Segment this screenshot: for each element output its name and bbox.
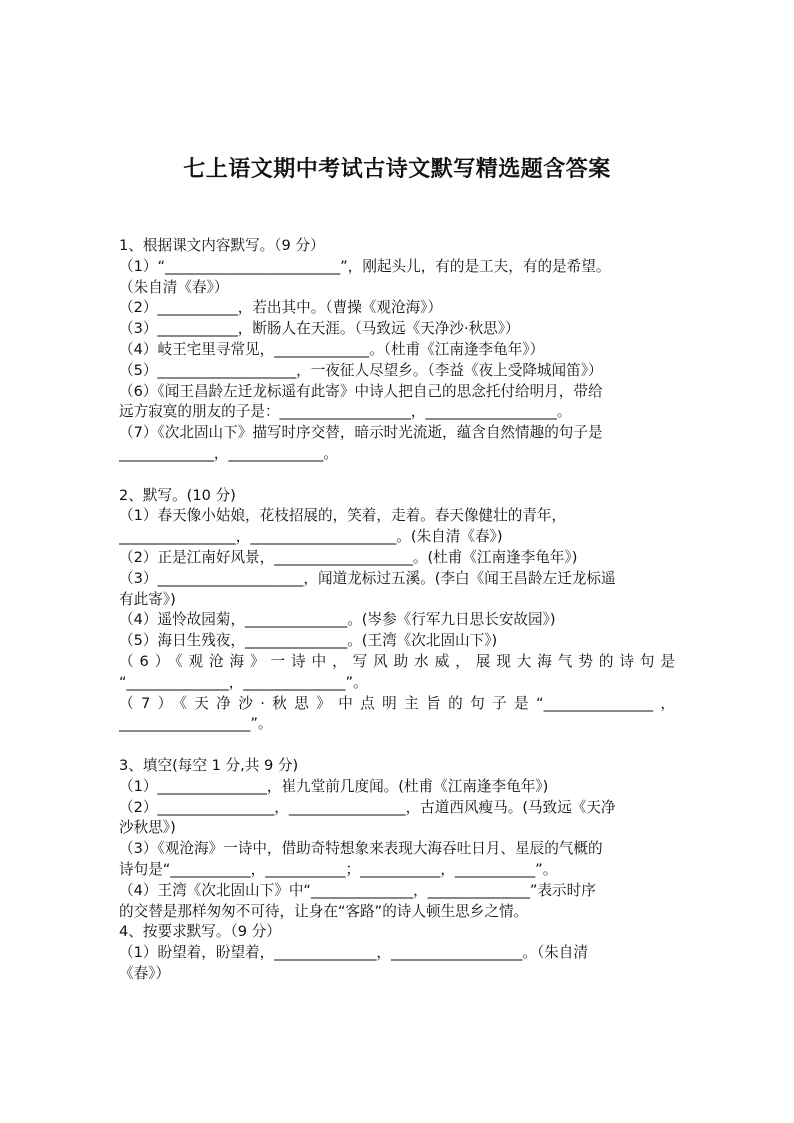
section-heading: 1、根据课文内容默写。（9 分） — [119, 237, 325, 254]
document-body — [119, 236, 675, 985]
page-title: 七上语文期中考试古诗文默写精选题含答案 — [183, 156, 611, 182]
question-line: 的交替是那样匆匆不可待，让身在“客路”的诗人顿生思乡之情。 — [119, 902, 529, 920]
question-line: （7）《次北固山下》描写时序交替，暗示时光流逝，蕴含自然情趣的句子是 — [119, 424, 603, 442]
question-line: 沙秋思》) — [119, 819, 176, 837]
question-line: 有此寄》) — [119, 590, 176, 608]
question-line: （5）海日生残夜，______________。(王湾《次北固山下》) — [119, 632, 498, 650]
question-line: ________________，____________________。(朱自清《春》) — [119, 528, 503, 546]
question-line: （1）“________________________”，刚起头儿，有的是工夫，有的是希望。 — [119, 257, 611, 275]
question-line: （1）盼望着，盼望着，______________，__________________。（朱自清 — [119, 944, 588, 962]
question-line: （3）___________，断肠人在天涯。（马致远《天净沙·秋思》） — [119, 320, 520, 338]
section-spacer — [119, 735, 675, 756]
question-line: （1）春天像小姑娘，花枝招展的，笑着，走着。春天像健壮的青年， — [119, 507, 567, 525]
section-spacer — [119, 465, 675, 486]
question-line: （4）遥怜故园菊，______________。(岑参《行军九日思长安故园》) — [119, 611, 556, 629]
question-line: （5）___________________，一夜征人尽望乡。（李益《夜上受降城闻笛》） — [119, 361, 603, 379]
question-line: （2）___________，若出其中。（曹操《观沧海》） — [119, 299, 443, 317]
question-line: （6）《观沧海》一诗中，写风助水威，展现大海气势的诗句是 — [119, 652, 675, 670]
question-line: 诗句是“___________，___________；___________，___________”。 — [119, 860, 558, 878]
question-line: （朱自清《春》） — [119, 278, 229, 296]
question-line: 《春》） — [119, 964, 171, 982]
question-line: （4）王湾《次北固山下》中“______________，______________”表示时序 — [119, 881, 596, 899]
question-line: （6）《闻王昌龄左迁龙标遥有此寄》中诗人把自己的思念托付给明月，带给 — [119, 382, 603, 400]
question-line: （2）________________，________________，古道西风瘦马。(马致远《天净 — [119, 798, 616, 816]
question-line: _____________，_____________。 — [119, 444, 338, 462]
question-line: （7）《天净沙·秋思》中点明主旨的句子是“_______________， — [119, 694, 675, 712]
section-heading: 4、按要求默写。（9 分） — [119, 923, 281, 941]
question-line: __________________”。 — [119, 715, 273, 733]
question-line: （1）_______________，崔九堂前几度闻。(杜甫《江南逢李龟年》) — [119, 777, 549, 795]
question-line: 远方寂寞的朋友的子是：__________________，__________________。 — [119, 403, 572, 421]
question-line: （3）____________________，闻道龙标过五溪。(李白《闻王昌龄左迁龙标遥 — [119, 569, 616, 587]
question-line: “______________，______________”。 — [119, 673, 368, 691]
question-line: （4）岐王宅里寻常见，_____________。（杜甫《江南逢李龟年》） — [119, 340, 545, 358]
question-line: （3）《观沧海》一诗中，借助奇特想象来表现大海吞吐日月、星辰的气概的 — [119, 840, 603, 858]
section-heading: 3、填空(每空 1 分,共 9 分) — [119, 756, 299, 774]
section-heading: 2、默写。(10 分) — [119, 486, 236, 504]
question-line: （2）正是江南好风景，___________________。(杜甫《江南逢李龟年》) — [119, 548, 578, 566]
